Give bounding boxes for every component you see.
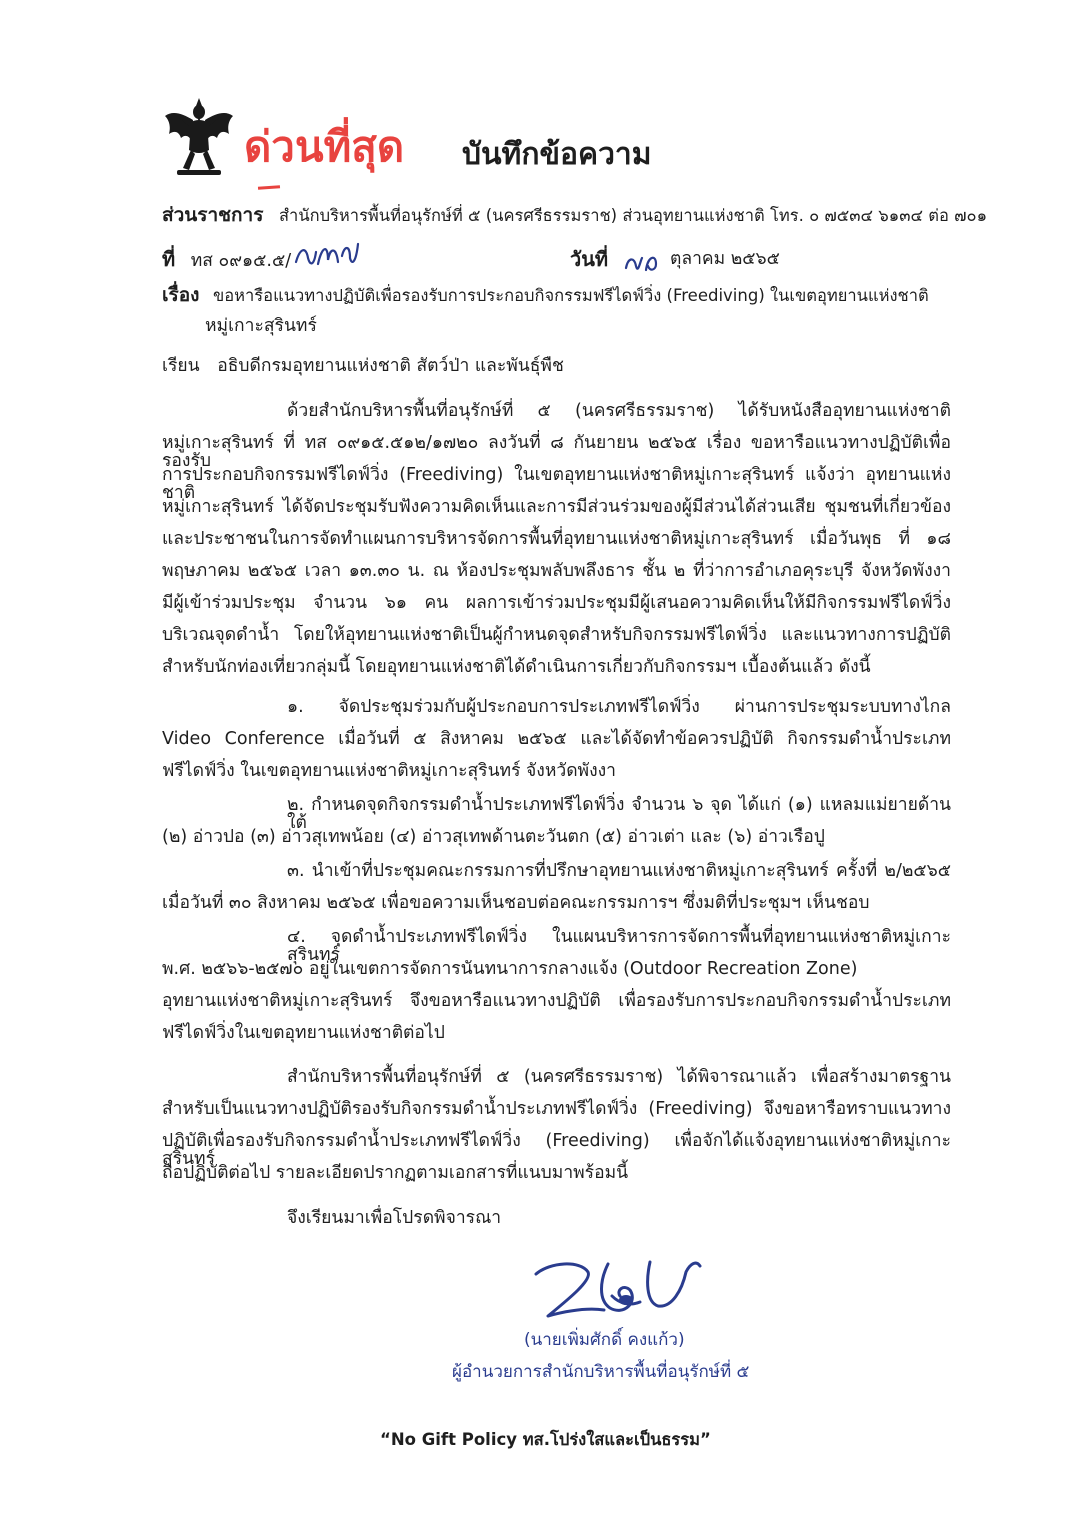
- memo-title: บันทึกข้อความ: [462, 137, 652, 172]
- dept-row: [162, 204, 988, 226]
- urgent-stamp-underline: [258, 185, 280, 190]
- addressee-label: เรียน: [162, 356, 200, 376]
- body-line-09: สำหรับนักท่องเที่ยวกลุ่มนี้ โดยอุทยานแห่งชาติได้ดำเนินการเกี่ยวกับกิจกรรมฯ เบื้องต้นแล้ว ดังนี้: [162, 657, 871, 677]
- body-line-17: ๔. จุดดำน้ำประเภทฟรีไดฟ์วิ่ง ในแผนบริหารการจัดการพื้นที่อุทยานแห่งชาติหมู่เกาะสุรินทร์: [287, 927, 951, 965]
- body-line-02: หมู่เกาะสุรินทร์ ที่ ทส ๐๙๑๕.๕๑๒/๑๗๒๐ ลงวันที่ ๘ กันยายน ๒๕๖๕ เรื่อง ขอหารือแนวทางปฏิบัติเพื่อรองรับ: [162, 433, 952, 471]
- no-gift-policy: “No Gift Policy ทส.โปร่งใสและเป็นธรรม”: [380, 1430, 711, 1449]
- body-line-12: ฟรีไดฟ์วิ่ง ในเขตอุทยานแห่งชาติหมู่เกาะสุรินทร์ จังหวัดพังงา: [162, 761, 617, 781]
- garuda-emblem: [163, 96, 235, 178]
- body-line-07: มีผู้เข้าร่วมประชุม จำนวน ๖๑ คน ผลการเข้าร่วมประชุมมีผู้เสนอความคิดเห็นให้มีกิจกรรมฟรีไดฟ์วิ่ง: [162, 593, 951, 613]
- subject-line-2: หมู่เกาะสุรินทร์: [205, 316, 317, 336]
- dept-value: สำนักบริหารพื้นที่อนุรักษ์ที่ ๕ (นครศรีธรรมราช) ส่วนอุทยานแห่งชาติ โทร. ๐ ๗๕๓๔ ๖๑๓๔ ต่อ ๗๐๑: [278, 206, 988, 225]
- signer-name: (นายเพิ่มศักดิ์ คงแก้ว): [524, 1330, 685, 1350]
- body-line-08: บริเวณจุดดำน้ำ โดยให้อุทยานแห่งชาติเป็นผู้กำหนดจุดสำหรับกิจกรรมฟรีไดฟ์วิ่ง และแนวทางการปฏิบัติ: [162, 625, 951, 645]
- body-line-18: พ.ศ. ๒๕๖๖-๒๕๗๐ อยู่ในเขตการจัดการนันทนาการกลางแจ้ง (Outdoor Recreation Zone): [162, 959, 858, 979]
- body-line-11: Video Conference เมื่อวันที่ ๕ สิงหาคม ๒๕๖๕ และได้จัดทำข้อควรปฏิบัติ กิจกรรมดำน้ำประเภท: [162, 729, 951, 749]
- date-row: [570, 249, 608, 271]
- addressee-row: [162, 358, 564, 376]
- date-label: วันที่: [570, 247, 609, 271]
- date-handwritten-day: [622, 246, 662, 276]
- subject-label: เรื่อง: [162, 284, 200, 306]
- addressee-value: อธิบดีกรมอุทยานแห่งชาติ สัตว์ป่า และพันธุ์พืช: [217, 356, 564, 376]
- ref-row: [162, 249, 291, 271]
- body-line-15: ๓. นำเข้าที่ประชุมคณะกรรมการที่ปรึกษาอุทยานแห่งชาติหมู่เกาะสุรินทร์ ครั้งที่ ๒/๒๕๖๕: [287, 861, 951, 881]
- body-line-01: ด้วยสำนักบริหารพื้นที่อนุรักษ์ที่ ๕ (นครศรีธรรมราช) ได้รับหนังสืออุทยานแห่งชาติ: [287, 401, 951, 421]
- body-line-21: สำนักบริหารพื้นที่อนุรักษ์ที่ ๕ (นครศรีธรรมราช) ได้พิจารณาแล้ว เพื่อสร้างมาตรฐาน: [287, 1067, 951, 1087]
- subject-row: [162, 286, 929, 306]
- dept-label: ส่วนราชการ: [162, 204, 264, 226]
- body-line-05: และประชาชนในการจัดทำแผนการบริหารจัดการพื้นที่อุทยานแห่งชาติหมู่เกาะสุรินทร์ เมื่อวันพุธ ที่ ๑๘: [162, 529, 951, 549]
- closing-line: จึงเรียนมาเพื่อโปรดพิจารณา: [287, 1208, 502, 1228]
- subject-line-1: ขอหารือแนวทางปฏิบัติเพื่อรองรับการประกอบกิจกรรมฟรีไดฟ์วิ่ง (Freediving) ในเขตอุทยานแห่งชาติ: [212, 286, 929, 305]
- body-line-24: ถือปฏิบัติต่อไป รายละเอียดปรากฏตามเอกสารที่แนบมาพร้อมนี้: [162, 1163, 629, 1183]
- body-line-23: ปฏิบัติเพื่อรองรับกิจกรรมดำน้ำประเภทฟรีไดฟ์วิ่ง (Freediving) เพื่อจักได้แจ้งอุทยานแห่งชาติหมู่เกาะสุรินทร์: [162, 1131, 951, 1169]
- body-line-10: ๑. จัดประชุมร่วมกับผู้ประกอบการประเภทฟรีไดฟ์วิ่ง ผ่านการประชุมระบบทางไกล: [287, 697, 951, 717]
- body-line-19: อุทยานแห่งชาติหมู่เกาะสุรินทร์ จึงขอหารือแนวทางปฏิบัติ เพื่อรองรับการประกอบกิจกรรมดำน้ำประเภท: [162, 991, 951, 1011]
- body-line-04: หมู่เกาะสุรินทร์ ได้จัดประชุมรับฟังความคิดเห็นและการมีส่วนร่วมของผู้มีส่วนได้ส่วนเสีย ชุมชนที่เกี่ยวข้อง: [162, 497, 951, 517]
- body-line-14: (๒) อ่าวปอ (๓) อ่าวสุเทพน้อย (๔) อ่าวสุเทพด้านตะวันตก (๕) อ่าวเต่า และ (๖) อ่าวเรือปู: [162, 827, 825, 847]
- date-value: ตุลาคม ๒๕๖๕: [670, 249, 780, 269]
- signer-position: ผู้อำนวยการสำนักบริหารพื้นที่อนุรักษ์ที่ ๕: [452, 1362, 750, 1382]
- body-line-03: การประกอบกิจกรรมฟรีไดฟ์วิ่ง (Freediving) ในเขตอุทยานแห่งชาติหมู่เกาะสุรินทร์ แจ้งว่า อุทยานแห่งชาติ: [162, 465, 951, 503]
- body-line-16: เมื่อวันที่ ๓๐ สิงหาคม ๒๕๖๕ เพื่อขอความเห็นชอบต่อคณะกรรมการฯ ซึ่งมติที่ประชุมฯ เห็นชอบ: [162, 893, 870, 913]
- ref-handwritten-number: [292, 236, 362, 272]
- body-line-22: สำหรับเป็นแนวทางปฏิบัติรองรับกิจกรรมดำน้ำประเภทฟรีไดฟ์วิ่ง (Freediving) จึงขอหารือทราบแนวทาง: [162, 1099, 951, 1119]
- body-line-20: ฟรีไดฟ์วิ่งในเขตอุทยานแห่งชาติต่อไป: [162, 1023, 445, 1043]
- ref-label: ที่: [162, 247, 176, 271]
- body-line-13: ๒. กำหนดจุดกิจกรรมดำน้ำประเภทฟรีไดฟ์วิ่ง จำนวน ๖ จุด ได้แก่ (๑) แหลมแม่ยายด้านใต้: [287, 795, 951, 833]
- body-line-06: พฤษภาคม ๒๕๖๕ เวลา ๑๓.๓๐ น. ณ ห้องประชุมพลับพลึงธาร ชั้น ๒ ที่ว่าการอำเภอคุระบุรี จังหวัดพังงา: [162, 561, 951, 581]
- urgent-stamp: ด่วนที่สุด: [244, 122, 405, 171]
- handwritten-signature: [530, 1250, 710, 1330]
- ref-value: ทส ๐๙๑๕.๕/: [190, 251, 292, 271]
